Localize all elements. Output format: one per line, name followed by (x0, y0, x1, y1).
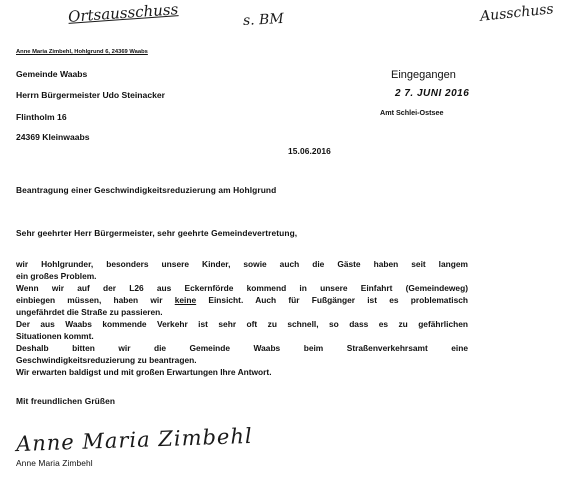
handwritten-note-middle: s. BM (242, 10, 285, 30)
body-line-8: Deshalb bitten wir die Gemeinde Waabs beim Straßenverkehrsamt eine (16, 343, 468, 353)
handwritten-signature: Anne Maria Zimbehl (15, 423, 253, 457)
handwritten-note-right: Ausschuss (479, 1, 555, 25)
letter-date: 15.06.2016 (288, 146, 331, 156)
stamp-date: 2 7. JUNI 2016 (395, 88, 470, 99)
emphasis-keine: keine (174, 295, 197, 305)
body-line-4 (16, 294, 468, 306)
recipient-city: 24369 Kleinwaabs (16, 132, 90, 142)
recipient-attention: Herrn Bürgermeister Udo Steinacker (16, 90, 166, 100)
body-line-4-a: einbiegen müssen, haben wir (16, 295, 175, 305)
recipient-street: Flintholm 16 (16, 112, 67, 122)
body-line-7: Situationen kommt. (16, 331, 94, 341)
body-line-9: Geschwindigkeitsreduzierung zu beantragen. (16, 355, 197, 365)
body-line-1: wir Hohlgrunder, besonders unsere Kinder, sowie auch die Gäste haben seit langem (16, 259, 468, 269)
subject-line: Beantragung einer Geschwindigkeitsreduzierung am Hohlgrund (16, 185, 277, 195)
handwritten-note-left: Ortsausschuss (67, 0, 179, 26)
salutation: Sehr geehrter Herr Bürgermeister, sehr geehrte Gemeindevertretung, (16, 228, 298, 238)
signer-name: Anne Maria Zimbehl (16, 458, 93, 468)
body-line-4-c: Einsicht. Auch für Fußgänger ist es problematisch (196, 295, 469, 305)
body-line-3: Wenn wir auf der L26 aus Eckernförde kommend in unsere Einfahrt (Gemeindeweg) (16, 283, 468, 293)
recipient-name: Gemeinde Waabs (16, 69, 88, 79)
body-line-2: ein großes Problem. (16, 271, 97, 281)
sender-return-line: Anne Maria Zimbehl, Hohlgrund 6, 24369 Waabs (16, 49, 148, 55)
body-line-6: Der aus Waabs kommende Verkehr ist sehr oft zu schnell, so dass es zu gefährlichen (16, 319, 468, 329)
body-line-10: Wir erwarten baldigst und mit großen Erwartungen Ihre Antwort. (16, 367, 272, 377)
letter-body (16, 258, 468, 378)
stamp-department: Amt Schlei-Ostsee (380, 108, 444, 117)
closing: Mit freundlichen Grüßen (16, 396, 116, 406)
body-line-5: ungefährdet die Straße zu passieren. (16, 307, 163, 317)
stamp-heading: Eingegangen (391, 69, 456, 81)
